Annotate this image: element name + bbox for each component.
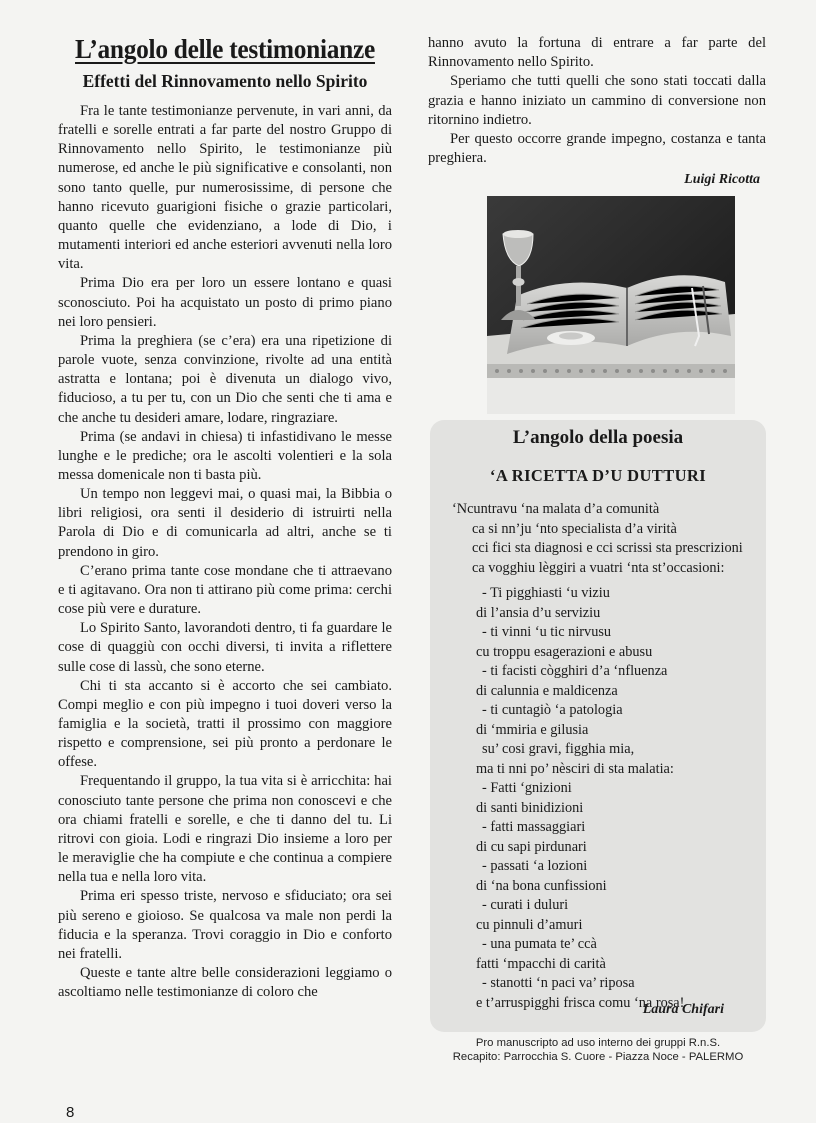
poetry-heading: L’angolo della poesia: [512, 427, 684, 448]
poem-title: ‘A RICETTA D’U DUTTURI: [489, 466, 707, 485]
poetry-box: [430, 420, 766, 1032]
chalice-bible-image: [487, 196, 735, 414]
paragraph: Queste e tante altre belle considerazioni leggiamo o ascoltiamo nelle testimonianze di coloro che: [58, 965, 392, 1001]
paragraph: Chi ti sta accanto si è accorto che sei cambiato. Compi meglio e con più impegno i tuoi doveri verso la famiglia e la società, tratti il prossimo con maggiore rispetto e comprensione, sei più pronto a perdonare le offese.: [58, 677, 392, 771]
poem-line: cci fici sta diagnosi e cci scrissi sta prescrizioni: [472, 540, 743, 557]
paragraph: Un tempo non leggevi mai, o quasi mai, la Bibbia o libri religiosi, ora senti il desiderio di istruirti nella Parola di Dio e di comunicarla ad altri, anche se ti prendono in giro.: [58, 486, 392, 560]
article-continuation: [428, 34, 766, 168]
poem-line: cu pinnuli d’amuri: [476, 916, 583, 933]
poem-line: di ‘na bona cunfissioni: [476, 877, 607, 894]
poem-line: di santi binidizioni: [476, 799, 584, 816]
poem-line: - ti facisti cògghiri d’a ‘nfluenza: [482, 663, 668, 679]
paragraph: Speriamo che tutti quelli che sono stati toccati dalla grazia e hanno iniziato un cammino di conversione non ritornino indietro.: [428, 73, 766, 128]
paragraph: Prima eri spesso triste, nervoso e sfiduciato; ora sei più sereno e gioioso. Se qualcosa va male non perdi la fiducia e la speranza. Trovi coraggio in Dio e conforto nei fratelli.: [58, 888, 392, 962]
paragraph: Prima (se andavi in chiesa) ti infastidivano le messe lunghe e le prediche; ora le ascolti volentieri e la sola messa domenicale non ti basta più.: [58, 428, 392, 483]
poem-line: di ‘mmiria e gilusia: [476, 721, 589, 738]
poem-line: e t’arruspigghi frisca comu ‘na rosa!: [476, 994, 685, 1011]
poem-stanza-prescription: [476, 584, 762, 1013]
paragraph: Frequentando il gruppo, la tua vita si è arricchita: hai conosciuto tante persone che prima non conoscevi e che ora chiami fratelli e sorelle, e che ti danno del tu. Li ritrovi con gioia. Lodi e ringrazi Dio insieme a loro per le meraviglie che ha compiute e che continua a compiere nella tua e nella loro vita.: [58, 773, 392, 886]
poem-line: - Ti pigghiasti ‘u viziu: [482, 585, 610, 601]
poem-line: - stanotti ‘n paci va’ riposa: [482, 975, 635, 991]
poem-line: fatti ‘mpacchi di carità: [476, 955, 606, 972]
poem-line: cu troppu esagerazioni e abusu: [476, 643, 653, 660]
poem-author: Laura Chifari: [642, 1002, 724, 1017]
poem-line: di l’ansia d’u serviziu: [476, 604, 601, 621]
footer-line: Pro manuscripto ad uso interno dei gruppi R.n.S.: [475, 1037, 721, 1049]
poem-line: ca vogghiu lèggiri a vuatri ‘nta st’occasioni:: [472, 559, 725, 576]
page-number: 8: [66, 1104, 75, 1121]
right-column: [428, 34, 766, 188]
article-body: [58, 102, 392, 1002]
poem-line: - curati i duluri: [482, 897, 569, 913]
poem-stanza-intro: [452, 500, 762, 578]
chalice-bible-photo: [487, 196, 735, 414]
article-title: Effetti del Rinnovamento nello Spirito: [82, 71, 368, 91]
paragraph: Prima Dio era per loro un essere lontano e quasi sconosciuto. Poi ha acquistato un posto di primo piano nei loro pensieri.: [58, 275, 392, 330]
paragraph: Prima la preghiera (se c’era) era una ripetizione di parole vuote, senza convinzione, rivolte ad una entità astratta e lontana; poi è divenuta un dialogo vivo, fiducioso, a tu per tu, con un Dio che senti che ti ama e che anche tu desideri amare, lodare, ringraziare.: [58, 332, 392, 426]
poem-line: ‘Ncuntravu ‘na malata d’a comunità: [452, 501, 660, 517]
paragraph: Lo Spirito Santo, lavorandoti dentro, ti fa guardare le cose di quaggiù con occhi diversi, ti invita a riflettere sulle cose di lassù, che sono eterne.: [58, 620, 392, 675]
poem-line: - fatti massaggiari: [482, 819, 586, 835]
poem-line: - ti cuntagiò ‘a patologia: [482, 702, 623, 718]
paragraph: C’erano prima tante cose mondane che ti attraevano e ti agitavano. Ora non ti attirano più come prima: cerchi cose più vere e durature.: [58, 562, 392, 618]
poem-line: di calunnia e maldicenza: [476, 682, 618, 699]
publication-footer: [430, 1036, 766, 1064]
poem-line: - passati ‘a lozioni: [482, 858, 588, 874]
paragraph: Fra le tante testimonianze pervenute, in vari anni, da fratelli e sorelle entrati a far parte del nostro Gruppo di Rinnovamento nello Spirito, le testimonianze più numerose, ed anche le più significative e consolanti, non sono tanto quelle, pur numerosissime, di persone che hanno ricevuto guarigioni fisiche o grazie particolari, quanto quelle che evidenziano, a lode di Dio, i mutamenti interiori ed anche esteriori avvenuti nella loro vita.: [58, 103, 392, 273]
poem-line: su’ cosi gravi, figghia mia,: [482, 741, 635, 757]
poem-line: di cu sapi pirdunari: [476, 838, 587, 855]
poem-line: ca si nn’ju ‘nto specialista d’a virità: [472, 520, 677, 537]
footer-line: Recapito: Parrocchia S. Cuore - Piazza Noce - PALERMO: [452, 1051, 744, 1063]
left-column: [58, 34, 392, 1002]
paragraph: Per questo occorre grande impegno, costanza e tanta preghiera.: [428, 131, 766, 167]
paragraph: hanno avuto la fortuna di entrare a far parte del Rinnovamento nello Spirito.: [428, 35, 766, 71]
article-author: Luigi Ricotta: [684, 172, 760, 188]
poem-line: - una pumata te’ ccà: [482, 936, 597, 952]
poem-line: - Fatti ‘gnizioni: [482, 780, 572, 796]
poem-line: - ti vinni ‘u tic nirvusu: [482, 624, 612, 640]
section-title: L’angolo delle testimonianze: [75, 34, 375, 64]
poem-line: ma ti nni po’ nèsciri di sta malatia:: [476, 760, 674, 777]
